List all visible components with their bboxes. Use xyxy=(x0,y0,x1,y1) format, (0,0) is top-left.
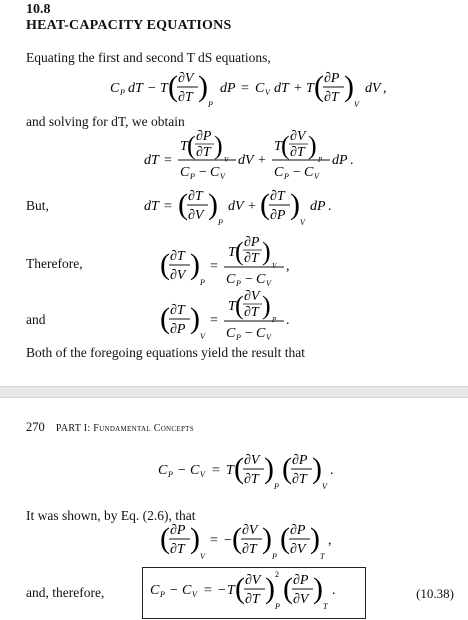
svg-text:,: , xyxy=(286,259,290,274)
svg-text:V: V xyxy=(200,552,205,561)
svg-text:): ) xyxy=(344,70,354,103)
equation-number: (10.38) xyxy=(416,586,454,601)
equation-cp-minus-cv xyxy=(158,448,378,498)
svg-text:∂P: ∂P xyxy=(270,208,286,223)
label-and: and xyxy=(26,312,46,327)
svg-text:): ) xyxy=(214,131,223,160)
equation-10-38 xyxy=(150,568,362,616)
svg-text:.: . xyxy=(330,463,334,478)
svg-text:dT: dT xyxy=(274,81,289,96)
equation-dtdp xyxy=(160,286,360,348)
svg-text:∂T: ∂T xyxy=(244,251,259,266)
svg-text:∂T: ∂T xyxy=(244,472,259,487)
svg-text:dP: dP xyxy=(310,199,326,214)
svg-text:∂V: ∂V xyxy=(244,453,260,468)
svg-text:∂P: ∂P xyxy=(293,573,309,588)
svg-text:∂T: ∂T xyxy=(242,542,257,557)
equation-cyclic xyxy=(160,518,380,568)
svg-text:(: ( xyxy=(260,188,270,221)
svg-text:C: C xyxy=(226,272,236,287)
equation-dtdv xyxy=(160,232,360,294)
svg-text:dT: dT xyxy=(144,153,159,168)
svg-text:P: P xyxy=(160,590,165,599)
svg-text:dT: dT xyxy=(144,199,159,214)
svg-text:∂P: ∂P xyxy=(292,453,308,468)
svg-text:∂T: ∂T xyxy=(170,542,185,557)
svg-text:C: C xyxy=(226,326,236,341)
svg-text:T: T xyxy=(226,463,234,478)
svg-text:∂T: ∂T xyxy=(170,249,185,264)
svg-text:P: P xyxy=(168,470,173,479)
svg-text:T: T xyxy=(160,81,168,96)
svg-text:.: . xyxy=(332,583,336,598)
svg-text:∂P: ∂P xyxy=(170,523,186,538)
page-number: 270 xyxy=(26,420,45,434)
svg-text:): ) xyxy=(308,131,317,160)
svg-text:(: ( xyxy=(187,131,196,160)
svg-text:): ) xyxy=(262,522,272,555)
svg-text:C: C xyxy=(255,81,265,96)
svg-text:): ) xyxy=(262,237,271,266)
svg-text:T: T xyxy=(306,81,314,96)
svg-text:=: = xyxy=(212,463,220,478)
svg-text:): ) xyxy=(265,572,275,605)
svg-text:): ) xyxy=(290,188,300,221)
svg-text:∂P: ∂P xyxy=(324,71,340,86)
svg-text:∂V: ∂V xyxy=(244,289,260,304)
running-head-part: PART I: Fundamental Concepts xyxy=(55,423,194,434)
svg-text:(: ( xyxy=(232,522,242,555)
svg-text:): ) xyxy=(313,572,323,605)
svg-text:∂T: ∂T xyxy=(292,472,307,487)
svg-text:∂V: ∂V xyxy=(293,592,309,607)
svg-text:=: = xyxy=(210,313,218,328)
svg-text:∂T: ∂T xyxy=(178,90,193,105)
svg-text:): ) xyxy=(198,70,208,103)
svg-text:,: , xyxy=(328,533,332,548)
svg-text:=: = xyxy=(204,583,212,598)
svg-text:V: V xyxy=(314,172,319,181)
svg-text:(: ( xyxy=(283,572,293,605)
svg-text:−: − xyxy=(170,583,178,598)
svg-text:.: . xyxy=(350,153,354,168)
svg-text:C: C xyxy=(274,165,284,180)
svg-text:P: P xyxy=(190,172,195,181)
svg-text:(: ( xyxy=(168,70,178,103)
svg-text:): ) xyxy=(310,522,320,555)
svg-text:V: V xyxy=(266,279,271,288)
svg-text:V: V xyxy=(224,156,229,164)
svg-text:V: V xyxy=(300,218,305,227)
svg-text:dP: dP xyxy=(220,81,236,96)
svg-text:C: C xyxy=(256,272,266,287)
svg-text:T: T xyxy=(228,245,236,260)
svg-text:P: P xyxy=(274,482,279,491)
svg-text:=: = xyxy=(210,533,218,548)
svg-text:.: . xyxy=(286,313,290,328)
svg-text:−: − xyxy=(224,533,232,548)
svg-text:∂V: ∂V xyxy=(245,573,261,588)
equation-dt-total xyxy=(144,186,384,232)
svg-text:V: V xyxy=(265,88,270,97)
svg-text:P: P xyxy=(284,172,289,181)
svg-text:C: C xyxy=(110,81,120,96)
svg-text:∂V: ∂V xyxy=(178,71,194,86)
svg-text:P: P xyxy=(272,552,277,561)
svg-text:V: V xyxy=(200,332,205,341)
svg-text:T: T xyxy=(180,139,188,154)
svg-text:C: C xyxy=(190,463,200,478)
svg-text:T: T xyxy=(227,583,235,598)
svg-text:P: P xyxy=(200,278,205,287)
svg-text:∂T: ∂T xyxy=(244,305,259,320)
svg-text:V: V xyxy=(266,333,271,342)
svg-text:+: + xyxy=(248,199,256,214)
svg-text:P: P xyxy=(236,333,241,342)
svg-text:T: T xyxy=(228,299,236,314)
svg-text:dV: dV xyxy=(228,199,244,214)
svg-text:−: − xyxy=(199,165,207,180)
svg-text:2: 2 xyxy=(275,570,279,579)
running-head xyxy=(26,420,194,435)
svg-text:P: P xyxy=(318,156,323,164)
svg-text:T: T xyxy=(320,552,325,561)
svg-text:+: + xyxy=(294,81,302,96)
svg-text:(: ( xyxy=(235,237,244,266)
svg-text:V: V xyxy=(272,262,277,270)
svg-text:(: ( xyxy=(281,131,290,160)
svg-text:(: ( xyxy=(235,572,245,605)
svg-text:(: ( xyxy=(160,302,170,335)
svg-text:C: C xyxy=(304,165,314,180)
label-therefore: Therefore, xyxy=(26,256,83,271)
svg-text:∂T: ∂T xyxy=(188,189,203,204)
svg-text:C: C xyxy=(182,583,192,598)
svg-text:.: . xyxy=(328,199,332,214)
svg-text:∂P: ∂P xyxy=(290,523,306,538)
svg-text:∂V: ∂V xyxy=(290,542,306,557)
svg-text:∂P: ∂P xyxy=(244,235,260,250)
svg-text:+: + xyxy=(258,153,266,168)
paragraph-equating: Equating the first and second T dS equations, xyxy=(26,50,271,65)
equation-tds-equated xyxy=(110,66,410,112)
label-but: But, xyxy=(26,198,49,213)
svg-text:V: V xyxy=(354,100,359,109)
svg-text:T: T xyxy=(323,602,328,611)
svg-text:(: ( xyxy=(178,188,188,221)
svg-text:(: ( xyxy=(235,291,244,320)
svg-text:=: = xyxy=(164,199,172,214)
svg-text:−: − xyxy=(245,272,253,287)
svg-text:dV: dV xyxy=(238,153,254,168)
svg-text:V: V xyxy=(220,172,225,181)
svg-text:V: V xyxy=(322,482,327,491)
label-and-therefore: and, therefore, xyxy=(26,585,105,600)
svg-text:dV: dV xyxy=(365,81,381,96)
paragraph-shown: It was shown, by Eq. (2.6), that xyxy=(26,508,196,523)
svg-text:dP: dP xyxy=(332,153,348,168)
paragraph-solving: and solving for dT, we obtain xyxy=(26,114,185,129)
svg-text:−: − xyxy=(218,583,226,598)
svg-text:C: C xyxy=(158,463,168,478)
svg-text:): ) xyxy=(190,248,200,281)
svg-text:P: P xyxy=(120,88,125,97)
svg-text:∂P: ∂P xyxy=(170,322,186,337)
svg-text:=: = xyxy=(164,153,172,168)
svg-text:−: − xyxy=(148,81,156,96)
svg-text:dT: dT xyxy=(128,81,143,96)
svg-text:): ) xyxy=(262,291,271,320)
svg-text:∂P: ∂P xyxy=(196,129,212,144)
svg-text:−: − xyxy=(178,463,186,478)
svg-text:∂V: ∂V xyxy=(188,208,204,223)
svg-text:P: P xyxy=(236,279,241,288)
paragraph-both: Both of the foregoing equations yield the result that xyxy=(26,345,305,360)
svg-text:∂T: ∂T xyxy=(245,592,260,607)
svg-text:P: P xyxy=(272,316,277,324)
svg-text:=: = xyxy=(210,259,218,274)
section-number: 10.8 xyxy=(26,2,51,17)
svg-text:−: − xyxy=(293,165,301,180)
svg-text:∂T: ∂T xyxy=(170,303,185,318)
svg-text:∂T: ∂T xyxy=(324,90,339,105)
page-divider xyxy=(0,386,468,398)
svg-text:∂T: ∂T xyxy=(270,189,285,204)
svg-text:(: ( xyxy=(314,70,324,103)
svg-text:C: C xyxy=(180,165,190,180)
svg-text:(: ( xyxy=(160,522,170,555)
svg-text:∂V: ∂V xyxy=(170,268,186,283)
svg-text:): ) xyxy=(190,522,200,555)
svg-text:C: C xyxy=(256,326,266,341)
svg-text:): ) xyxy=(264,452,274,485)
svg-text:=: = xyxy=(241,81,249,96)
svg-text:): ) xyxy=(208,188,218,221)
svg-text:∂V: ∂V xyxy=(242,523,258,538)
section-title: HEAT-CAPACITY EQUATIONS xyxy=(26,18,232,33)
svg-text:C: C xyxy=(210,165,220,180)
svg-text:P: P xyxy=(218,218,223,227)
svg-text:): ) xyxy=(190,302,200,335)
svg-text:(: ( xyxy=(280,522,290,555)
svg-text:V: V xyxy=(192,590,197,599)
svg-text:C: C xyxy=(150,583,160,598)
svg-text:P: P xyxy=(208,100,213,109)
svg-text:V: V xyxy=(200,470,205,479)
svg-text:P: P xyxy=(275,602,280,611)
svg-text:(: ( xyxy=(282,452,292,485)
svg-text:,: , xyxy=(383,81,387,96)
equation-dt-solved xyxy=(144,126,384,190)
svg-text:(: ( xyxy=(234,452,244,485)
svg-text:T: T xyxy=(274,139,282,154)
svg-text:−: − xyxy=(245,326,253,341)
svg-text:∂T: ∂T xyxy=(290,145,305,160)
svg-text:): ) xyxy=(312,452,322,485)
svg-text:∂V: ∂V xyxy=(290,129,306,144)
svg-text:∂T: ∂T xyxy=(196,145,211,160)
svg-text:(: ( xyxy=(160,248,170,281)
